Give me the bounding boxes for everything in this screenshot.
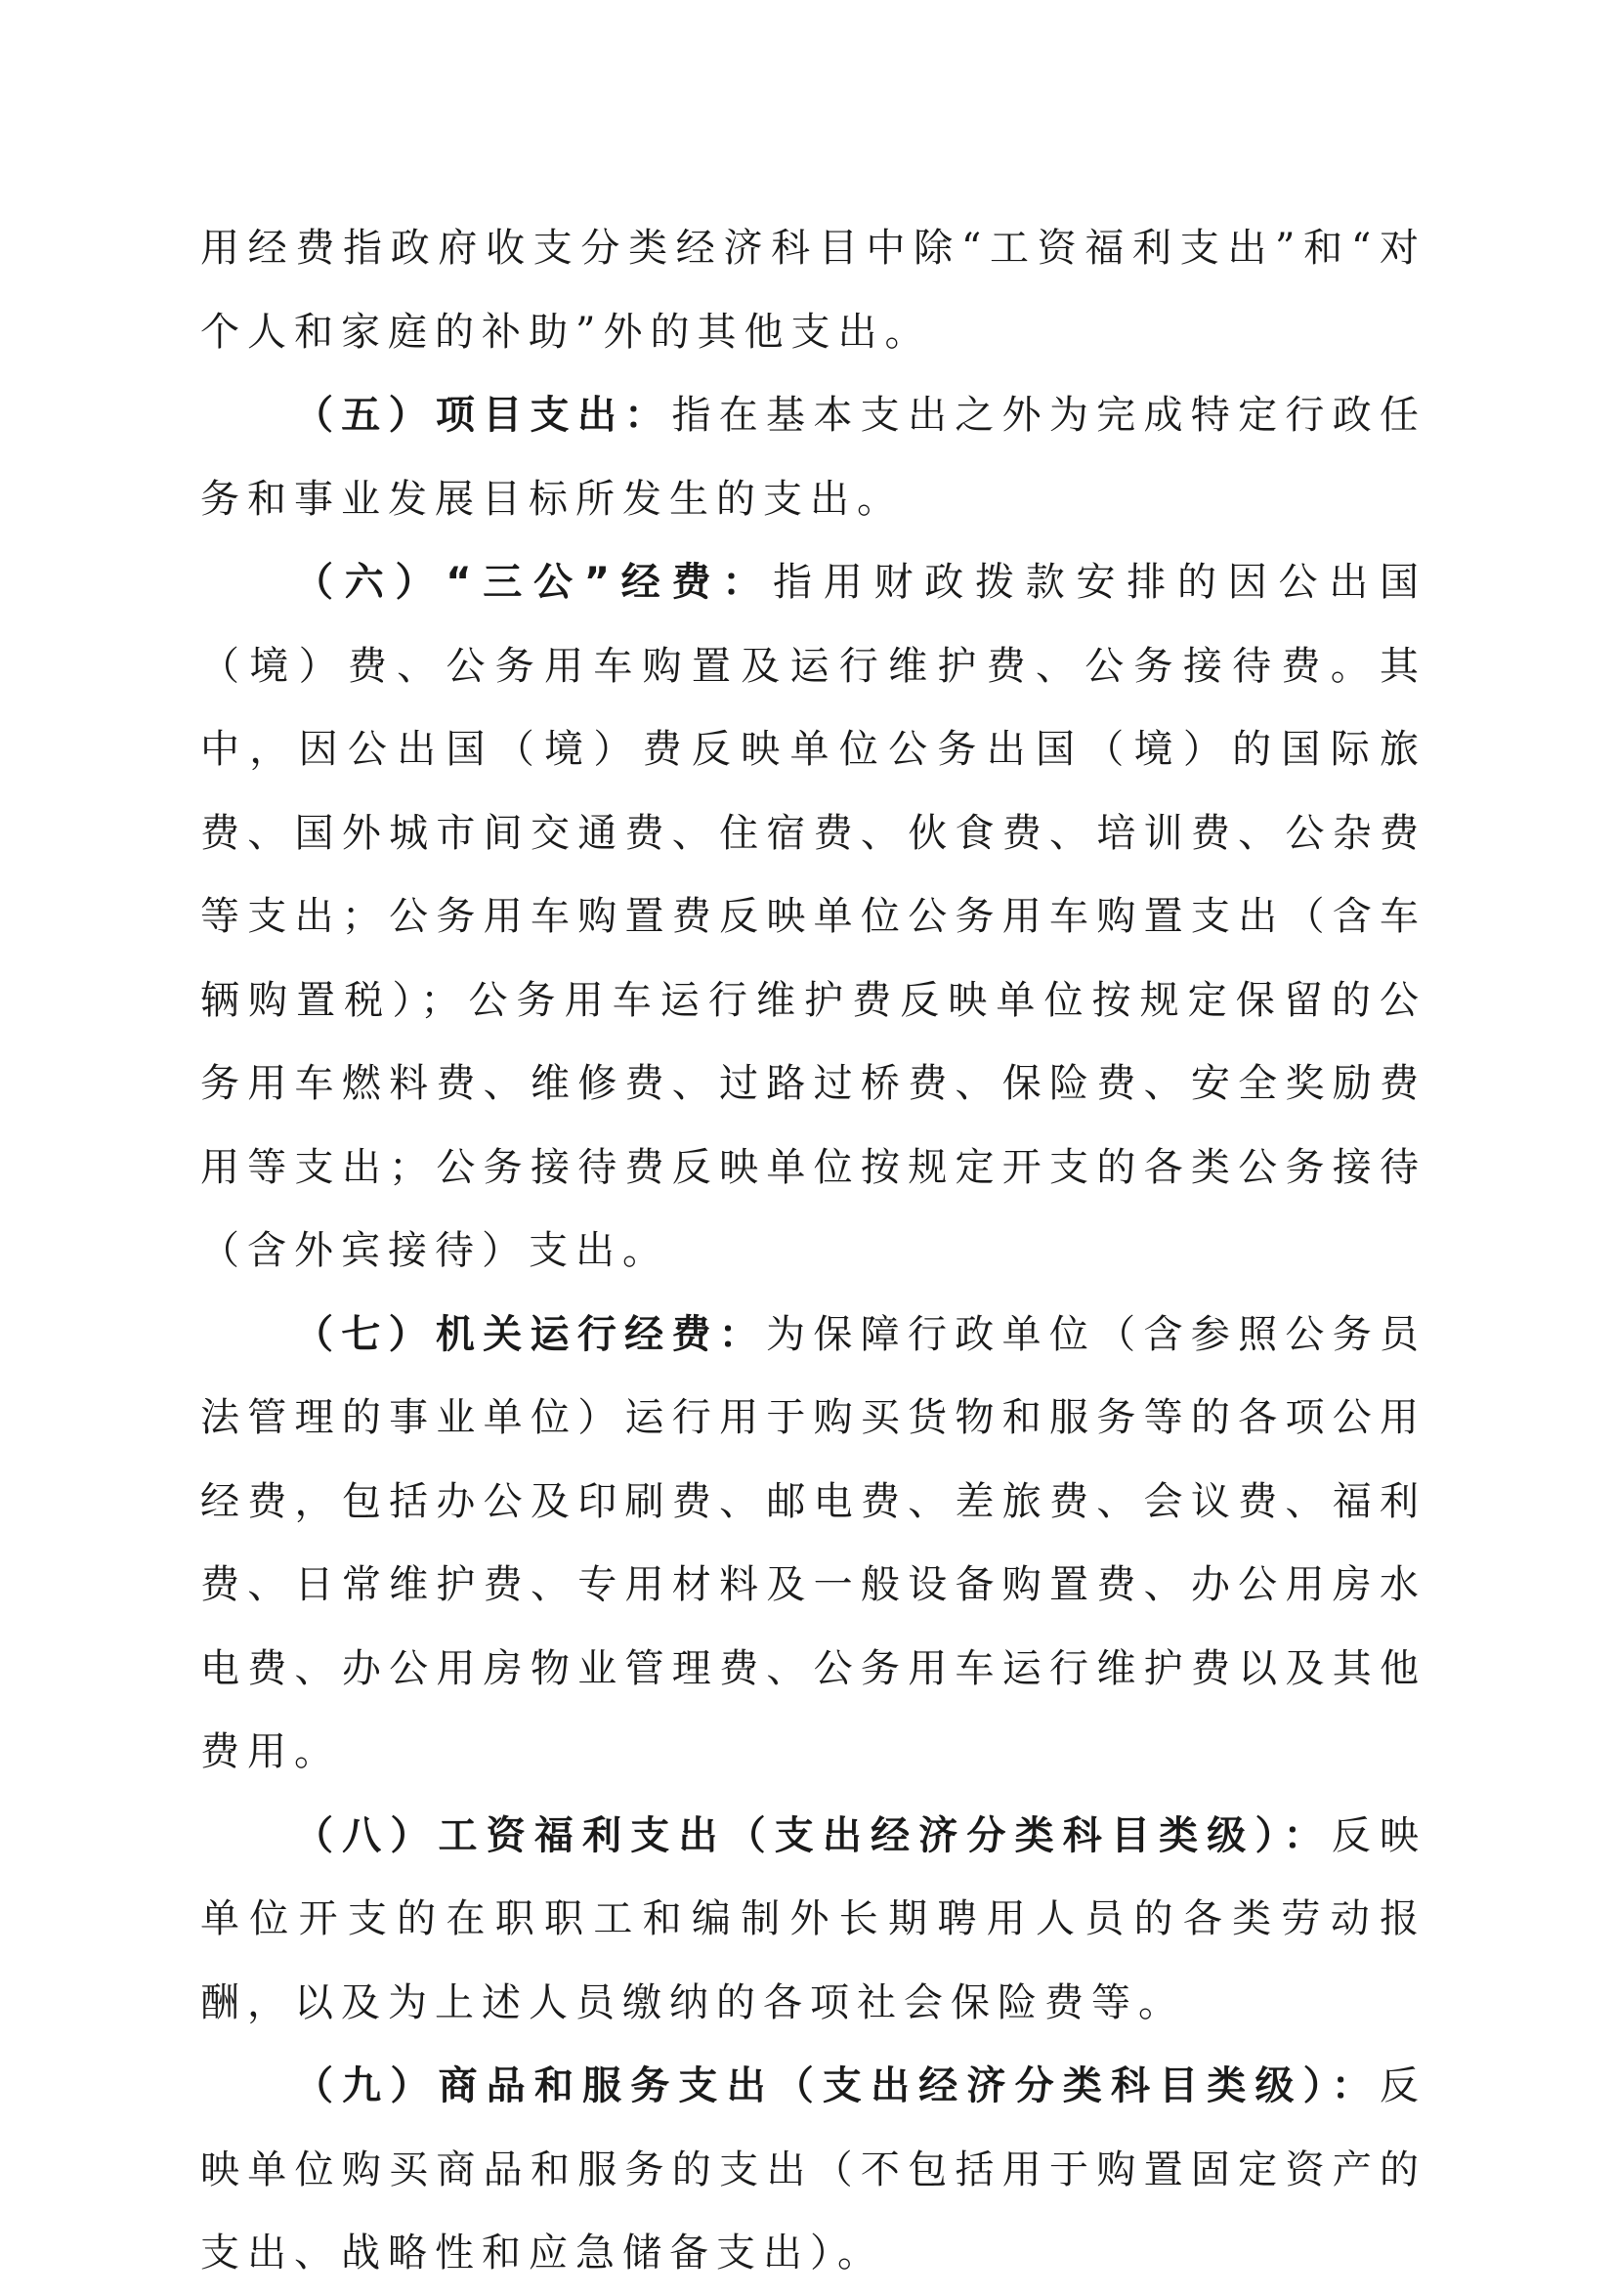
- document-page: [200, 207, 1426, 2296]
- paragraph-term: （八）工资福利支出（支出经济分类科目类级）：: [294, 1812, 1332, 1858]
- paragraph-text: 为保障行政单位（含参照公务员法管理的事业单位）运行用于购买货物和服务等的各项公用经费，包括办公及印刷费、邮电费、差旅费、会议费、福利费、日常维护费、专用材料及一般设备购置费、办公用房水电费、办公用房物业管理费、公务用车运行维护费以及其他费用。: [200, 1311, 1427, 1774]
- paragraph-wage-welfare: [200, 1795, 1426, 2046]
- paragraph-text: 反映单位开支的在职职工和编制外长期聘用人员的各类劳动报酬，以及为上述人员缴纳的各项社会保险费等。: [200, 1812, 1427, 2025]
- paragraph-goods-services: [200, 2045, 1426, 2296]
- paragraph-three-public-expenses: [200, 541, 1426, 1294]
- paragraph-operating-funds: [200, 1294, 1426, 1795]
- paragraph-term: （七）机关运行经费：: [294, 1311, 767, 1357]
- paragraph-project-expenditure: [200, 374, 1426, 541]
- paragraph-term: （五）项目支出：: [294, 393, 672, 438]
- paragraph-text: 指在基本支出之外为完成特定行政任务和事业发展目标所发生的支出。: [200, 393, 1427, 522]
- paragraph-text: 指用财政拨款安排的因公出国（境）费、公务用车购置及运行维护费、公务接待费。其中，因公出国（境）费反映单位公务出国（境）的国际旅费、国外城市间交通费、住宿费、伙食费、培训费、公杂费等支出；公务用车购置费反映单位公务用车购置支出（含车辆购置税）；公务用车运行维护费反映单位按规定保留的公务用车燃料费、维修费、过路过桥费、保险费、安全奖励费用等支出；公务接待费反映单位按规定开支的各类公务接待（含外宾接待）支出。: [200, 560, 1427, 1273]
- paragraph-term: （九）商品和服务支出（支出经济分类科目类级）：: [294, 2063, 1380, 2108]
- paragraph-term: （六）“三公”经费：: [294, 560, 774, 605]
- paragraph-text: 用经费指政府收支分类经济科目中除“工资福利支出”和“对个人和家庭的补助”外的其他支出。: [200, 226, 1426, 355]
- paragraph-continuation: [200, 207, 1426, 374]
- paragraph-text: 反映单位购买商品和服务的支出（不包括用于购置固定资产的支出、战略性和应急储备支出）。: [200, 2063, 1426, 2275]
